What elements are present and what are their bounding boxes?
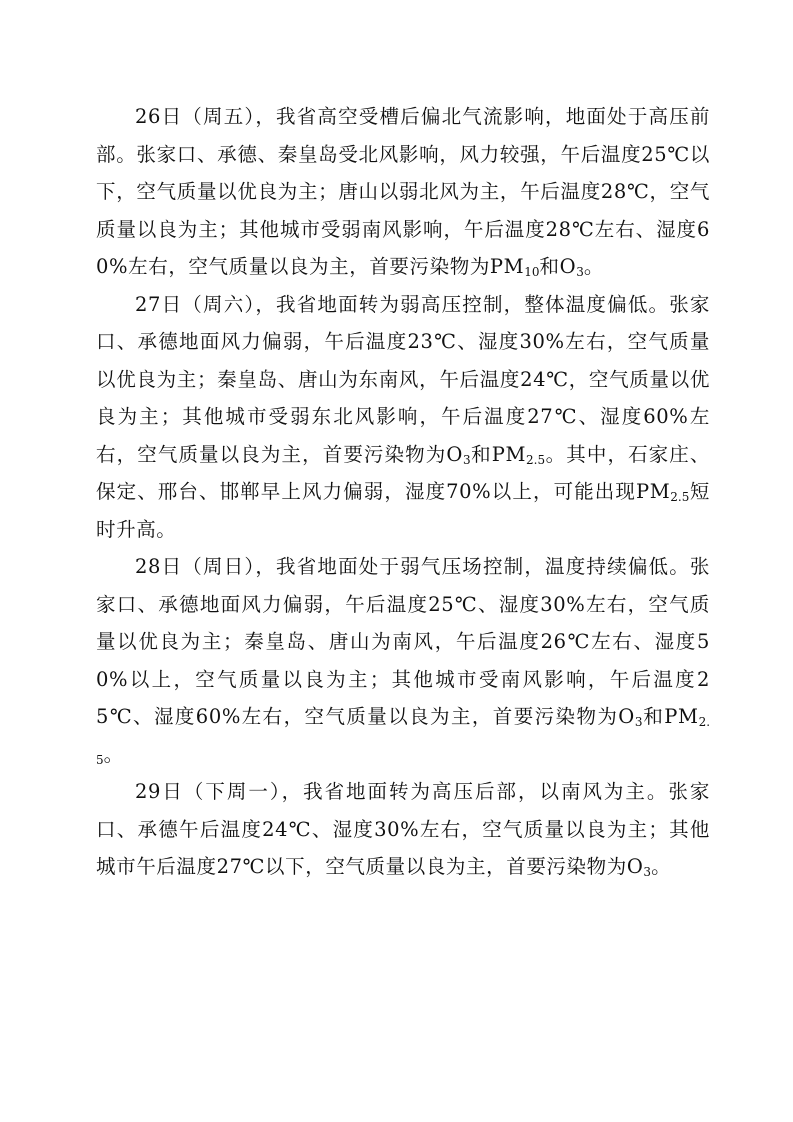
- subscript-text: 2.5: [96, 715, 711, 767]
- paragraph-text: 。: [583, 255, 604, 278]
- paragraph-text: 和PM: [470, 442, 527, 466]
- paragraph-text: 26日（周五），我省高空受槽后偏北气流影响，地面处于高压前部。张家口、承德、秦皇岛受北风影响，风力较强，午后温度25℃以下，空气质量以优良为主；唐山以弱北风为主，午后温度28℃，空气质量以良为主；其他城市受弱南风影响，午后温度28℃左右、湿度60%左右，空气质量以良为主，首要污染物为PM: [96, 105, 710, 278]
- paragraph-text: 。: [651, 855, 672, 878]
- paragraph-text: 29日（下周一），我省地面转为高压后部，以南风为主。张家口、承德午后温度24℃、湿度30%左右，空气质量以良为主；其他城市午后温度27℃以下，空气质量以良为主，首要污染物为O: [96, 780, 710, 878]
- paragraph-text: 28日（周日），我省地面处于弱气压场控制，温度持续偏低。张家口、承德地面风力偏弱，午后温度25℃、湿度30%左右，空气质量以优良为主；秦皇岛、唐山为南风，午后温度26℃左右、湿度50%以上，空气质量以良为主；其他城市受南风影响，午后温度25℃、湿度60%左右，空气质量以良为主，首要污染物为O: [96, 555, 710, 728]
- subscript-text: 3: [462, 452, 471, 467]
- paragraph-text: 27日（周六），我省地面转为弱高压控制，整体温度偏低。张家口、承德地面风力偏弱，午后温度23℃、湿度30%左右，空气质量以优良为主；秦皇岛、唐山为东南风，午后温度24℃，空气质量以优良为主；其他城市受弱东北风影响，午后温度27℃、湿度60%左右，空气质量以良为主，首要污染物为O: [96, 292, 710, 466]
- forecast-paragraph: [96, 98, 710, 286]
- paragraph-text: 和PM: [642, 705, 699, 728]
- subscript-text: 2.5: [526, 452, 546, 467]
- subscript-text: 10: [524, 265, 540, 279]
- subscript-text: 2.5: [670, 490, 690, 504]
- forecast-paragraph: [96, 773, 710, 886]
- subscript-text: 3: [643, 865, 652, 879]
- subscript-text: 3: [634, 715, 643, 729]
- forecast-paragraph: [96, 286, 710, 549]
- document-body: [96, 98, 710, 886]
- paragraph-text: 。其中，石家庄、保定、邢台、邯郸早上风力偏弱，湿度70%以上，可能出现PM: [96, 442, 711, 503]
- forecast-paragraph: [96, 548, 710, 773]
- subscript-text: 3: [576, 265, 584, 279]
- paragraph-text: 。: [103, 742, 124, 766]
- paragraph-text: 短时升高。: [96, 480, 710, 541]
- paragraph-text: 和O: [539, 255, 577, 278]
